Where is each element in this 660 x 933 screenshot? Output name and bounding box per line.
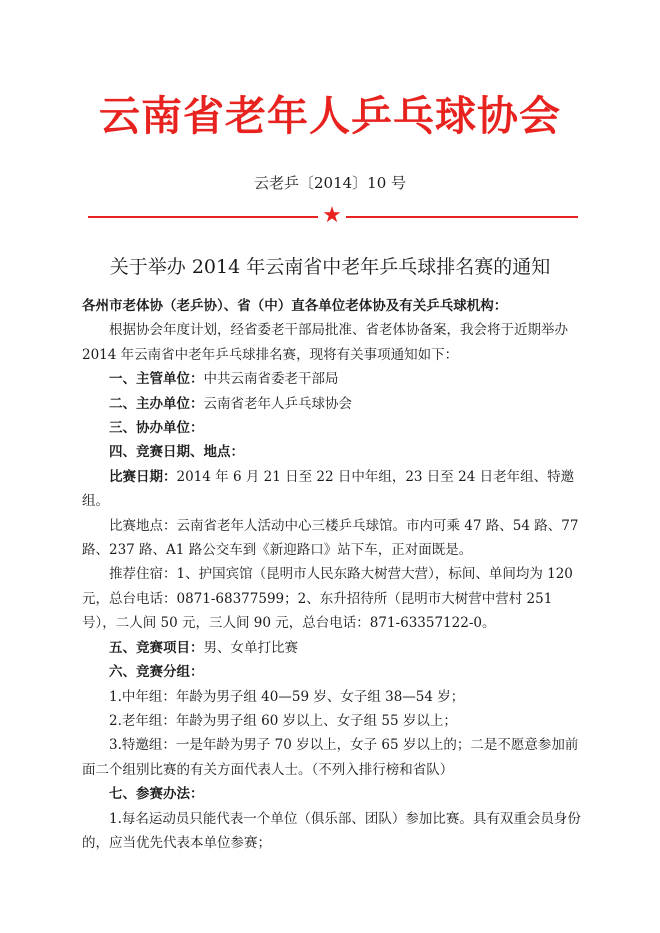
notice-body [82,294,582,855]
section-5-text: 男、女单打比赛 [203,639,298,656]
organization-title: 云南省老年人乒乓球协会 [99,92,561,140]
section-1-heading: 一、主管单位： [109,371,204,388]
competition-venue: 比赛地点：云南省老年人活动中心三楼乒乓球馆。市内可乘 47 路、54 路、77 路、237 路、A1 路公交车到《新迎路口》站下车，正对面既是。 [82,517,579,559]
group-senior: 2.老年组：年龄为男子组 60 岁以上、女子组 55 岁以上； [109,712,457,729]
intro-paragraph: 根据协会年度计划，经省委老干部局批准、省老体协备案，我会将于近期举办 2014 年云南省中老年乒乓球排名赛，现将有关事项通知如下： [82,322,568,363]
section-1-text: 中共云南省委老干部局 [203,371,339,388]
section-2-text: 云南省老年人乒乓球协会 [203,395,352,412]
competition-date [82,465,582,514]
rule-1: 1.每名运动员只能代表一个单位（俱乐部、团队）参加比赛。具有双重会员身份的，应当优先代表本单位参赛； [82,810,581,851]
divider-line-left [88,216,318,218]
section-1 [82,367,582,391]
section-7-heading: 七、参赛办法： [109,786,204,803]
section-5-heading: 五、竞赛项目： [109,639,204,656]
section-2-heading: 二、主办单位： [109,395,204,412]
section-2 [82,392,582,416]
section-6-heading: 六、竞赛分组： [109,664,204,681]
section-4-heading: 四、竞赛日期、地点： [109,444,244,461]
salutation: 各州市老体协（老乒协）、省（中）直各单位老体协及有关乒乓球机构： [82,298,508,314]
section-3-heading: 三、协办单位： [109,420,204,437]
notice-title: 关于举办 2014 年云南省中老年乒乓球排名赛的通知 [109,256,551,278]
recommended-lodging: 推荐住宿：1、护国宾馆（昆明市人民东路大树营大营），标间、单间均为 120 元，总台电话：0871-68377599；2、东升招待所（昆明市大树营中营村 251 号），二人间 50 元，三人间 90 元，总台电话：871-63357122-0。 [82,566,573,632]
document-number: 云老乒〔2014〕10 号 [253,174,407,192]
group-middle-age: 1.中年组：年龄为男子组 40—59 岁、女子组 38—54 岁； [109,688,465,705]
competition-date-heading: 比赛日期： [109,468,177,485]
competition-date-text: 2014 年 6 月 21 日至 22 日中年组，23 日至 24 日老年组、特邀组。 [82,468,575,510]
divider-line-right [346,216,578,218]
group-invited: 3.特邀组：一是年龄为男子 70 岁以上，女子 65 岁以上的；二是不愿意参加前面二个组别比赛的有关方面代表人士。（不列入排行榜和省队） [82,737,579,778]
section-5 [82,636,582,660]
star-icon: ★ [322,203,342,228]
